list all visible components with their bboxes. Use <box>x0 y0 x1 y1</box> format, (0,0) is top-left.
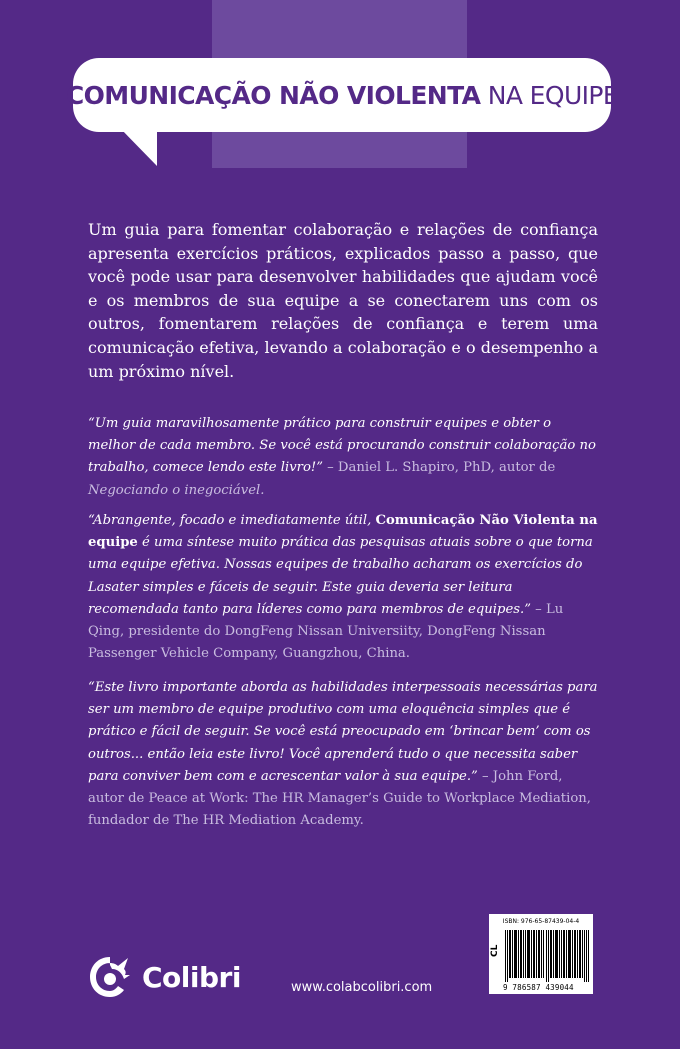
book-title <box>65 58 619 132</box>
barcode-bars <box>505 930 589 982</box>
quote-book-title: Negociando o inegociável. <box>88 482 265 498</box>
quote-shapiro <box>88 413 600 502</box>
quote-bold-title: Comunicação Não Violenta na equipe <box>88 513 598 551</box>
quote-attribution: – John Ford, autor de Peace at Work: The HR Manager’s Guide to Workplace Mediation, fundador de The HR Mediation Academy. <box>88 768 596 829</box>
quote-text: “Um guia maravilhosamente prático para construir equipes e obter o melhor de cada membro. Se você está procurando construir colaboração no trabalho, comece lendo este livro!” <box>88 416 596 476</box>
publisher-name: Colibri <box>142 960 241 994</box>
cl-mark: CL <box>490 944 500 958</box>
book-title-regular: NA EQUIPE <box>480 80 619 110</box>
quote-text-continued: é uma síntese muito prática das pesquisas atuais sobre o que torna uma equipe efetiva. Nossas equipes de trabalho acharam os exercícios do Lasater simples e fáceis de seguir. Este guia deveria ser leitura recomendada tanto para líderes como para membros de equipes.” <box>88 535 597 617</box>
quote-john-ford <box>88 677 600 832</box>
publisher-url: www.colabcolibri.com <box>291 980 433 995</box>
isbn-barcode <box>489 914 593 994</box>
quote-attribution: – Lu Qing, presidente do DongFeng Nissan Universiity, DongFeng Nissan Passenger Vehicle Company, Guangzhou, China. <box>88 601 568 662</box>
publisher-logo <box>88 952 258 1002</box>
quote-attribution: – Daniel L. Shapiro, PhD, autor de <box>322 460 560 476</box>
barcode-number: 9 786587 439044 <box>503 983 574 992</box>
quote-lu-qing <box>88 510 600 665</box>
intro-paragraph: Um guia para fomentar colaboração e relações de confiança apresenta exercícios práticos, explicados passo a passo, que você pode usar para desenvolver habilidades que ajudam você e os membros de sua equipe a se conectarem uns com os outros, fomentarem relações de confiança e terem uma comunicação efetiva, levando a colaboração e o desempenho a um próximo nível. <box>88 220 598 381</box>
hummingbird-logo-icon <box>88 955 132 999</box>
quote-text: “Este livro importante aborda as habilidades interpessoais necessárias para ser um membro de equipe produtivo com uma eloquência simples que é prático e fácil de seguir. Se você está preocupado em ‘brincar bem’ com os outros... então leia este livro! Você aprenderá tudo o que necessita saber para conviver bem com e acrescentar valor à sua equipe.” <box>88 680 598 784</box>
isbn-label: ISBN: 976-65-87439-04-4 <box>502 918 580 925</box>
speech-bubble-tail <box>120 128 157 166</box>
book-title-bold: COMUNICAÇÃO NÃO VIOLENTA <box>65 80 481 110</box>
quote-text: “Abrangente, focado e imediatamente útil, <box>88 513 376 528</box>
